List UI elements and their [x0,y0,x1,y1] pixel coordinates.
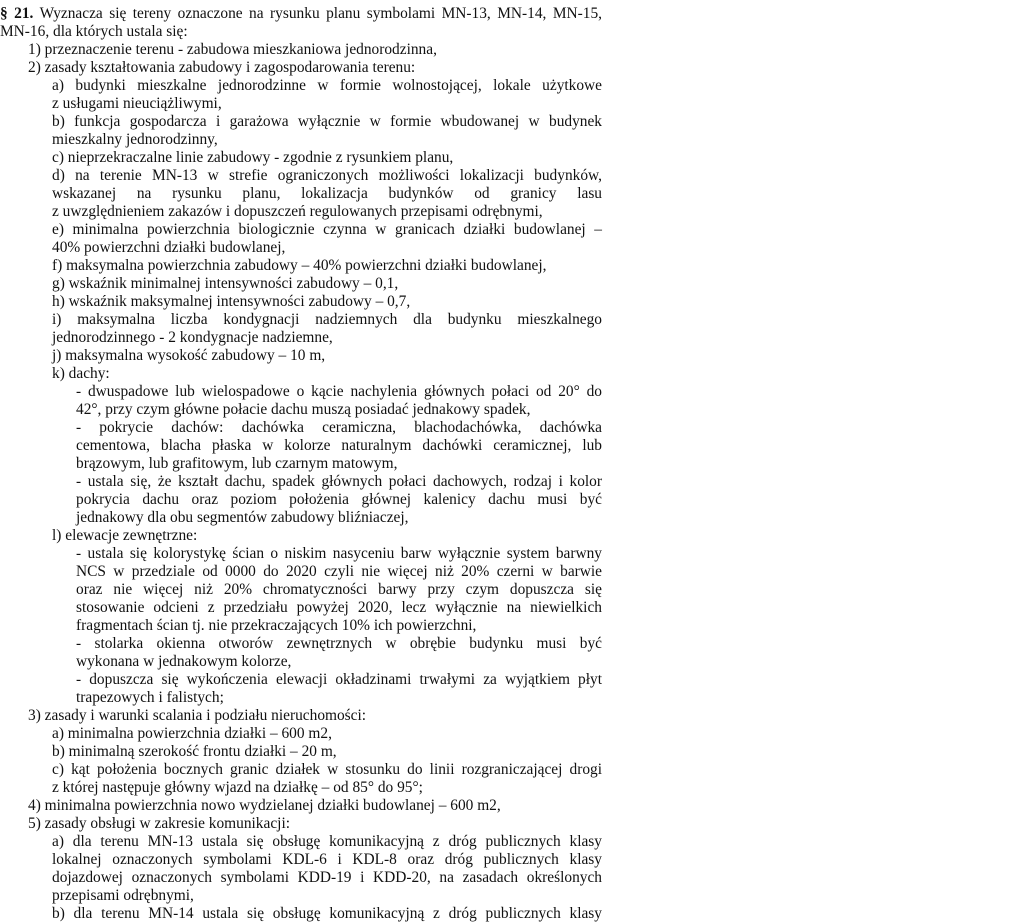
section-heading-line [0,5,602,23]
document-line: i) maksymalna liczba kondygnacji nadziemnych dla budynku mieszkalnego [52,311,602,328]
document-line: c) nieprzekraczalne linie zabudowy - zgodnie z rysunkiem planu, [52,149,454,166]
document-line: z której następuje główny wjazd na działkę – od 85° do 95°; [52,779,423,796]
document-line: fragmentach ścian tj. nie przekraczających 10% ich powierzchni, [76,617,477,634]
document-line: oraz nie więcej niż 20% chromatyczności barwy przy czym dopuszcza się [76,581,602,598]
document-line: 3) zasady i warunki scalania i podziału nieruchomości: [28,707,367,724]
document-line: brązowym, lub grafitowym, lub czarnym matowym, [76,455,398,472]
document-line: d) na terenie MN-13 w strefie ograniczonych możliwości lokalizacji budynków, [52,167,602,184]
document-line: j) maksymalna wysokość zabudowy – 10 m, [52,347,326,364]
document-line: - dopuszcza się wykończenia elewacji okładzinami trwałymi za wyjątkiem płyt [76,671,602,688]
document-line: - ustala się kolorystykę ścian o niskim nasyceniu barw wyłącznie system barwny [76,545,602,562]
document-line: wykonana w jednakowym kolorze, [76,653,292,670]
document-line: l) elewacje zewnętrzne: [52,527,198,544]
section-intro-line-1: Wyznacza się tereny oznaczone na rysunku planu symbolami MN-13, MN-14, MN-15, [39,5,603,22]
document-line: cementowa, blacha płaska w kolorze naturalnym dachówki ceramicznej, lub [76,437,602,454]
document-line: g) wskaźnik minimalnej intensywności zabudowy – 0,1, [52,275,399,292]
document-line: a) dla terenu MN-13 ustala się obsługę komunikacyjną z dróg publicznych klasy [52,833,602,850]
document-line: 5) zasady obsługi w zakresie komunikacji: [28,815,290,832]
document-line: e) minimalna powierzchnia biologicznie czynna w granicach działki budowlanej – [52,221,602,238]
document-line: b) minimalną szerokość frontu działki – 20 m, [52,743,337,760]
document-line: a) minimalna powierzchnia działki – 600 m2, [52,725,332,742]
document-line: a) budynki mieszkalne jednorodzinne w formie wolnostojącej, lokale użytkowe [52,77,602,94]
document-line: k) dachy: [52,365,110,382]
document-line: 40% powierzchni działki budowlanej, [52,239,286,256]
document-line: - stolarka okienna otworów zewnętrznych w obrębie budynku musi być [76,635,602,652]
document-line: pokrycia dachu oraz poziom położenia głównej kalenicy dachu musi być [76,491,602,508]
document-line: mieszkalny jednorodzinny, [52,131,218,148]
document-line: - pokrycie dachów: dachówka ceramiczna, blachodachówka, dachówka [76,419,602,436]
document-line: stosowanie odcieni z przedziału powyżej 2020, lecz wyłącznie na niewielkich [76,599,602,616]
document-line: jednorodzinnego - 2 kondygnacje nadziemne, [52,329,333,346]
document-line: - dwuspadowe lub wielospadowe o kącie nachylenia głównych połaci od 20° do [76,383,602,400]
document-page [0,5,602,923]
document-line: dojazdowej oznaczonych symbolami KDD-19 i KDD-20, na zasadach określonych [52,869,602,886]
document-line: z uwzględnieniem zakazów i dopuszczeń regulowanych przepisami odrębnymi, [52,203,543,220]
document-line: 42°, przy czym główne połacie dachu muszą posiadać jednakowy spadek, [76,401,531,418]
document-line: h) wskaźnik maksymalnej intensywności zabudowy – 0,7, [52,293,411,310]
section-body [0,41,602,923]
document-line: f) maksymalna powierzchnia zabudowy – 40% powierzchni działki budowlanej, [52,257,547,274]
document-line: c) kąt położenia bocznych granic działek w stosunku do linii rozgraniczającej drogi [52,761,602,778]
document-line: przepisami odrębnymi, [52,887,194,904]
document-line: 1) przeznaczenie terenu - zabudowa mieszkaniowa jednorodzinna, [28,41,437,58]
document-line: z usługami nieuciążliwymi, [52,95,222,112]
document-line: jednakowy dla obu segmentów zabudowy bliźniaczej, [76,509,409,526]
document-line: trapezowych i falistych; [76,689,224,706]
document-line: - ustala się, że kształt dachu, spadek głównych połaci dachowych, rodzaj i kolor [76,473,602,490]
document-line: b) dla terenu MN-14 ustala się obsługę komunikacyjną z dróg publicznych klasy [52,905,602,922]
section-number: § 21. [0,5,34,22]
document-line: lokalnej oznaczonych symbolami KDL-6 i KDL-8 oraz dróg publicznych klasy [52,851,602,868]
document-line: NCS w przedziale od 0000 do 2020 czyli nie więcej niż 20% czerni w barwie [76,563,602,580]
document-line: 4) minimalna powierzchnia nowo wydzielanej działki budowlanej – 600 m2, [28,797,501,814]
section-intro-line-2: MN-16, dla których ustala się: [0,23,188,40]
document-line: 2) zasady kształtowania zabudowy i zagospodarowania terenu: [28,59,416,76]
document-line: wskazanej na rysunku planu, lokalizacja budynków od granicy lasu [52,185,602,202]
document-line: b) funkcja gospodarcza i garażowa wyłącznie w formie wbudowanej w budynek [52,113,602,130]
